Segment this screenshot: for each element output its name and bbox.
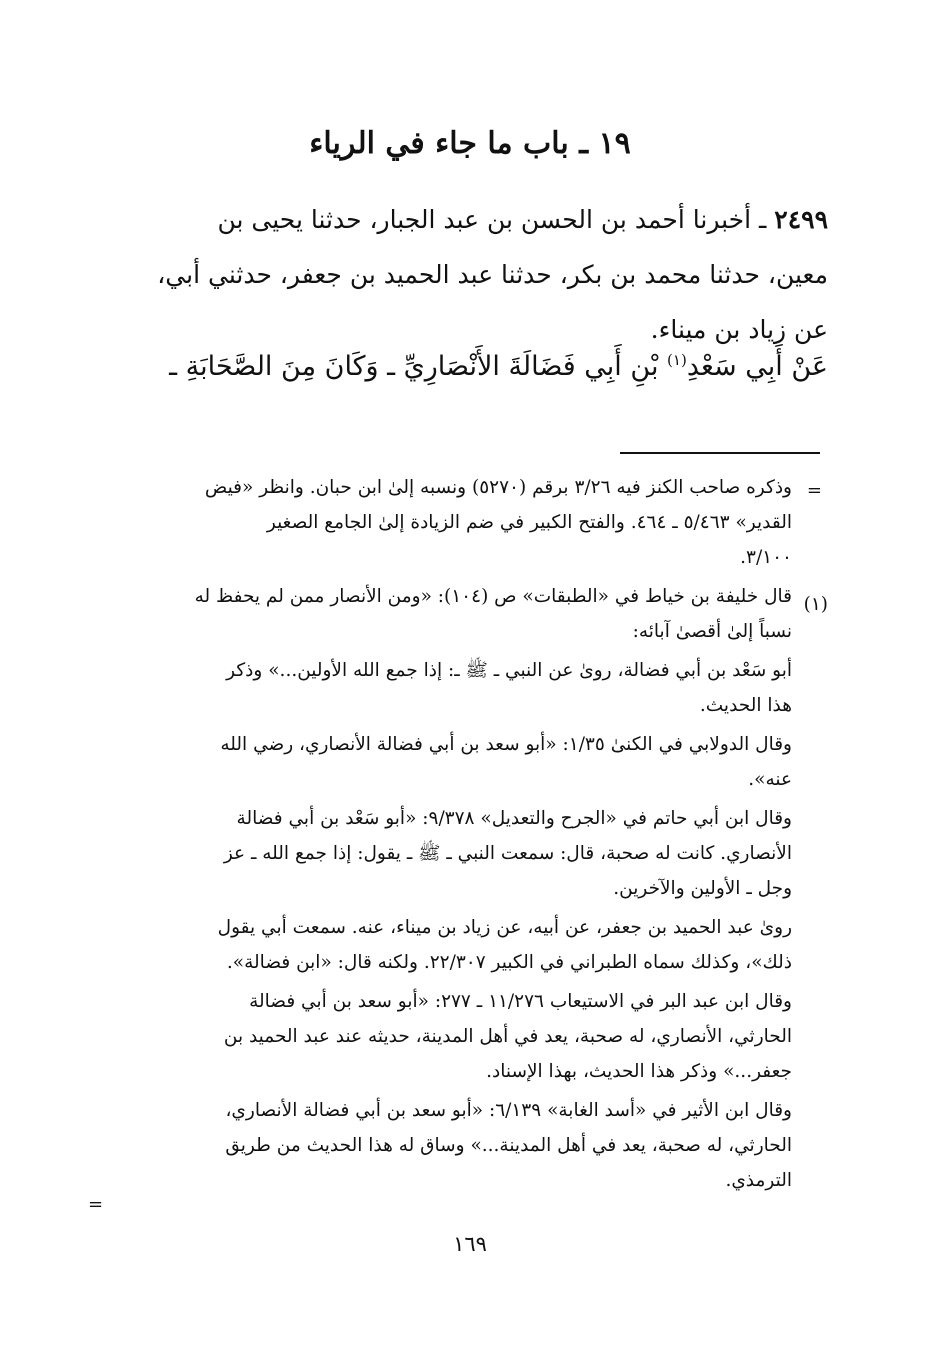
chain-line-1: ٢٤٩٩ ـ أخبرنا أحمد بن الحسن بن عبد الجبار، حدثنا يحيى بن [217,205,828,234]
continues-next-page-mark: = [88,1194,104,1215]
footnote-marker: (١) [803,594,828,615]
footnote-paragraph: وقال ابن عبد البر في الاستيعاب ١١/٢٧٦ ـ ٢٧٧: «أبو سعد بن أبي فضالة الحارثي، الأنصاري، له صحبة، يعد في أهل المدينة، حديثه عند عبد الحميد بن جعفر...» وذكر هذا الحديث، بهذا الإسناد. [223,991,792,1082]
continued-footnote: وذكره صاحب الكنز فيه ٣/٢٦ برقم (٥٢٧٠) ونسبه إلىٰ ابن حبان. وانظر «فيض القدير» ٥/٤٦٣ ـ ٤٦٤. والفتح الكبير في ضم الزيادة إلىٰ الجامع الصغير ٣/١٠٠. [204,477,792,568]
footnotes [108,470,822,1202]
footnote-reference: (١) [667,351,687,369]
hadith-chain [108,192,828,357]
footnote-paragraph: وقال الدولابي في الكنىٰ ١/٣٥: «أبو سعد بن أبي فضالة الأنصاري، رضي الله عنه». [220,734,792,790]
page-number: ١٦٩ [453,1232,487,1256]
chapter-title: ١٩ ـ باب ما جاء في الرياء [309,126,631,161]
hadith-text-start: عَنْ أَبِي سَعْدِ [686,351,828,382]
hadith-text-rest: بْنِ أَبِي فَضَالَةَ الأَنْصَارِيِّ ـ وَكَانَ مِنَ الصَّحَابَةِ ـ [169,351,668,382]
footnote-paragraph: وقال ابن الأثير في «أسد الغابة» ٦/١٣٩: «أبو سعد بن أبي فضالة الأنصاري، الحارثي، له صحبة، يعد في أهل المدينة...» وساق له هذا الحديث من طريق الترمذي. [225,1100,792,1191]
continuation-mark: = [806,480,822,501]
hadith-text [108,335,828,392]
footnote-paragraph: روىٰ عبد الحميد بن جعفر، عن أبيه، عن زياد بن ميناء، عنه. سمعت أبي يقول ذلك»، وكذلك سماه الطبراني في الكبير ٢٢/٣٠٧. ولكنه قال: «ابن فضالة». [217,917,792,973]
chain-line-3: عن زياد بن ميناء. [650,315,828,344]
footnote-paragraph: أبو سَعْد بن أبي فضالة، روىٰ عن النبي ـ ﷺ ـ: إذا جمع الله الأولين...» وذكر هذا الحديث. [226,660,792,716]
hadith-number: ٢٤٩٩ [774,205,828,234]
chain-line-2: معين، حدثنا محمد بن بكر، حدثنا عبد الحميد بن جعفر، حدثني أبي، [157,260,828,289]
footnote-separator [620,452,820,454]
footnote-paragraph: وقال ابن أبي حاتم في «الجرح والتعديل» ٩/٣٧٨: «أبو سَعْد بن أبي فضالة الأنصاري. كانت له صحبة، قال: سمعت النبي ـ ﷺ ـ يقول: إذا جمع الله ـ عز وجل ـ الأولين والآخرين. [223,808,792,899]
footnote-paragraph: قال خليفة بن خياط في «الطبقات» ص (١٠٤): «ومن الأنصار ممن لم يحفظ له نسباً إلىٰ أقصىٰ آبائه: [194,586,792,642]
